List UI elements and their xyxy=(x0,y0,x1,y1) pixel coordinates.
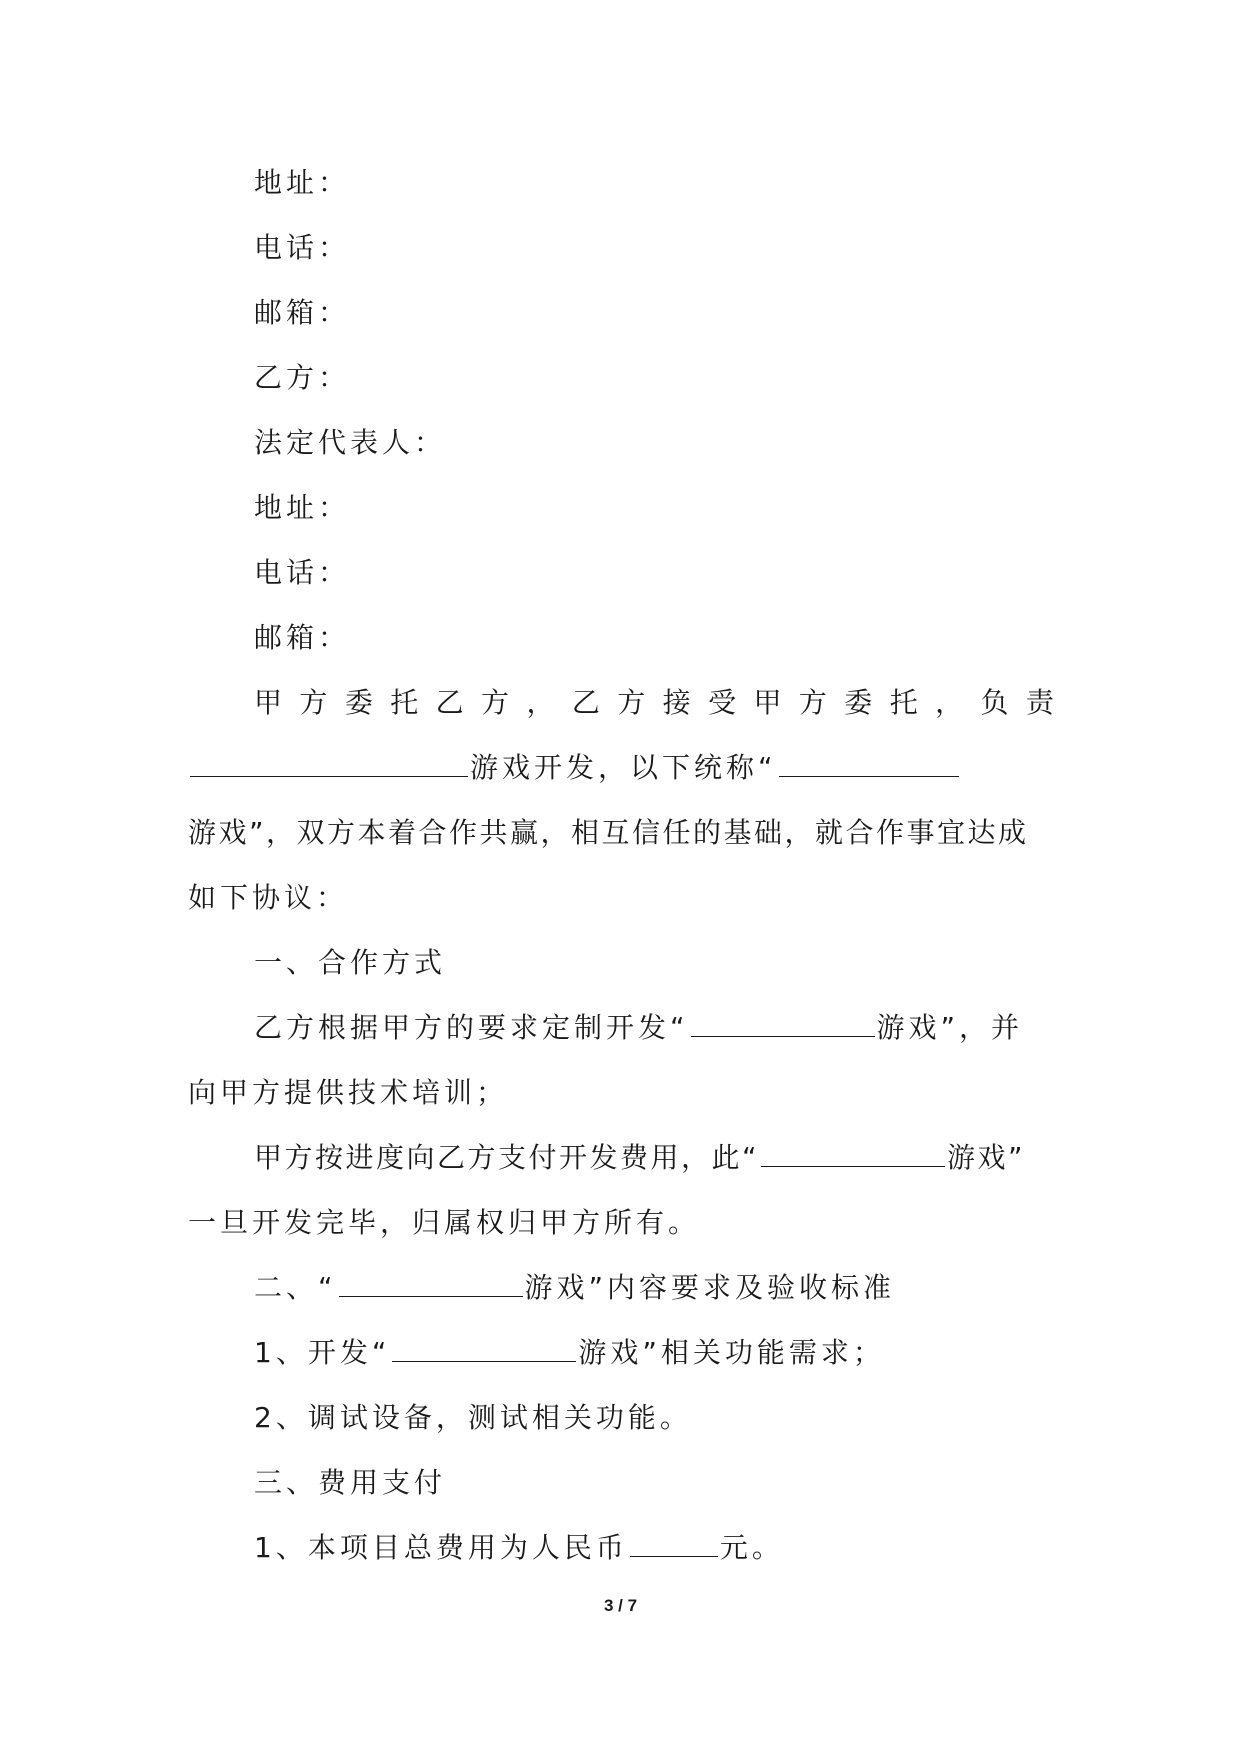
preamble-line-2 xyxy=(188,735,1054,800)
section-1-p1-start: 乙方根据甲方的要求定制开发“ xyxy=(254,1011,689,1044)
party-a-address-label: 地址： xyxy=(254,166,351,199)
preamble-line-1-char: 方 xyxy=(481,686,510,719)
section-1-p2-end: 游戏” xyxy=(947,1141,1026,1174)
section-2-item-1-end: 游戏”相关功能需求； xyxy=(578,1336,885,1369)
preamble-line-1-char: 接 xyxy=(662,686,691,719)
game-name-blank xyxy=(392,1323,576,1362)
section-2-item-1-start: 1、开发“ xyxy=(254,1336,391,1369)
preamble-line-1-char: 方 xyxy=(299,686,328,719)
preamble-line-1-char: 乙 xyxy=(435,686,464,719)
preamble-line-1-char: 甲 xyxy=(254,686,283,719)
preamble-line-1-char: 责 xyxy=(1025,686,1054,719)
party-a-email-label: 邮箱： xyxy=(254,296,351,329)
game-name-blank xyxy=(691,998,875,1037)
section-2-item-1 xyxy=(188,1320,1054,1385)
party-b-label: 乙方： xyxy=(254,361,351,394)
preamble-line-1-char: 托 xyxy=(889,686,918,719)
section-2-heading xyxy=(188,1255,1054,1320)
document-body xyxy=(188,150,1054,1580)
preamble-line-1 xyxy=(188,670,1054,735)
preamble-line-1-char: ， xyxy=(935,686,964,719)
preamble-line-1-char: 甲 xyxy=(753,686,782,719)
preamble-line-1-char: 乙 xyxy=(571,686,600,719)
preamble-line-1-char: 委 xyxy=(844,686,873,719)
preamble-line-1-char: ， xyxy=(526,686,555,719)
section-1-p1-end: 游戏”，并 xyxy=(876,1011,1024,1044)
page-number: 3 / 7 xyxy=(603,1596,638,1615)
party-b-phone-label: 电话： xyxy=(254,556,351,589)
preamble-line-2-text: 游戏开发，以下统称“ xyxy=(470,751,777,784)
party-b-legal-rep-label: 法定代表人： xyxy=(254,426,447,459)
preamble-line-1-char: 委 xyxy=(344,686,373,719)
section-1-paragraph-2 xyxy=(188,1125,1054,1190)
party-a-phone-label: 电话： xyxy=(254,231,351,264)
party-b-email-label: 邮箱： xyxy=(254,621,351,654)
party-b-address-label: 地址： xyxy=(254,491,351,524)
game-name-blank xyxy=(190,738,468,777)
preamble-line-1-char: 受 xyxy=(708,686,737,719)
section-2-item-2: 2、调试设备，测试相关功能。 xyxy=(254,1401,692,1434)
amount-blank xyxy=(630,1518,718,1557)
preamble-line-4: 如下协议： xyxy=(188,881,349,914)
preamble-line-1-char: 方 xyxy=(617,686,646,719)
preamble-line-1-char: 负 xyxy=(980,686,1009,719)
section-2-heading-end: 游戏”内容要求及验收标准 xyxy=(524,1271,896,1304)
preamble-line-3: 游戏”，双方本着合作共赢，相互信任的基础，就合作事宜达成 xyxy=(188,816,1029,849)
section-2-heading-start: 二、“ xyxy=(254,1271,337,1304)
section-1-paragraph-2-cont: 一旦开发完毕，归属权归甲方所有。 xyxy=(188,1206,701,1239)
game-name-blank xyxy=(761,1128,945,1167)
section-3-heading: 三、费用支付 xyxy=(254,1466,447,1499)
section-1-paragraph-1-cont: 向甲方提供技术培训； xyxy=(188,1076,509,1109)
section-3-item-1-end: 元。 xyxy=(719,1531,784,1564)
game-name-blank xyxy=(339,1258,523,1297)
section-1-p2-start: 甲方按进度向乙方支付开发费用，此“ xyxy=(254,1141,760,1174)
section-3-item-1 xyxy=(188,1515,1054,1580)
preamble-line-1-char: 托 xyxy=(390,686,419,719)
section-3-item-1-start: 1、本项目总费用为人民币 xyxy=(254,1531,628,1564)
section-1-heading: 一、合作方式 xyxy=(254,946,447,979)
section-1-paragraph-1 xyxy=(188,995,1054,1060)
game-name-blank xyxy=(779,738,959,777)
preamble-line-1-char: 方 xyxy=(798,686,827,719)
